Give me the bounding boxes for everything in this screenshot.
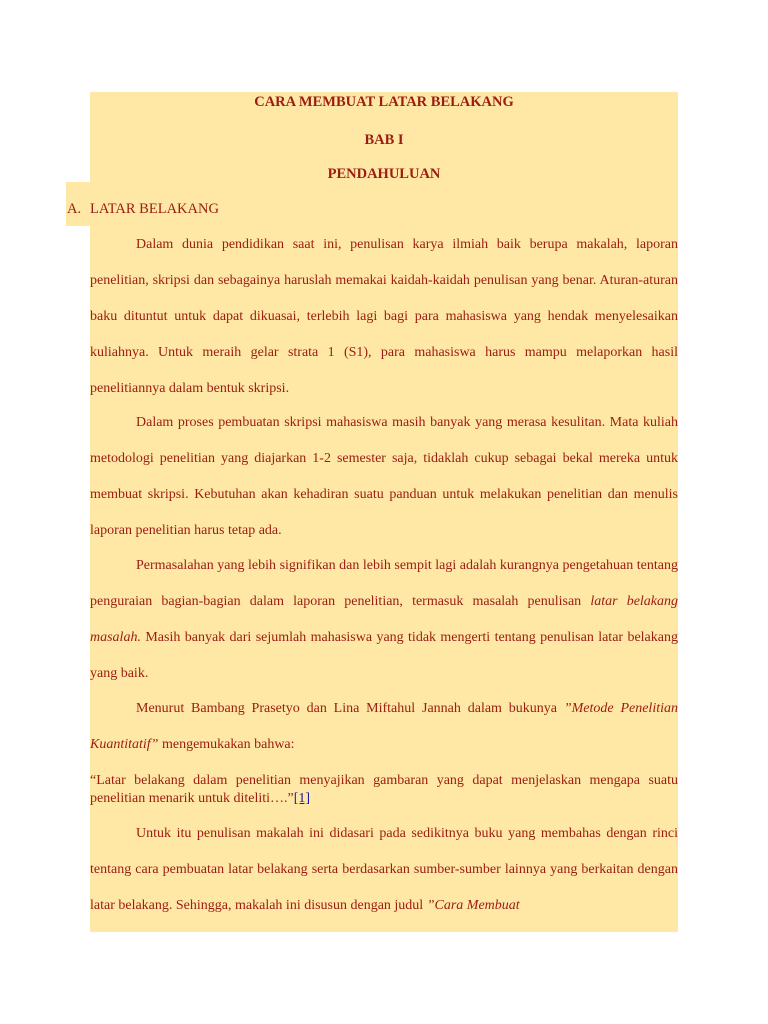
italic-term: latar belakang masalah. — [90, 594, 679, 645]
book-title: ”Metode Penelitian Kuantitatif” — [90, 701, 678, 752]
section-heading — [67, 200, 219, 218]
section-number: A. — [67, 201, 82, 217]
document-title: CARA MEMBUAT LATAR BELAKANG — [254, 94, 514, 110]
quote-text: “Latar belakang dalam penelitian menyajikan gambaran yang dapat menjelaskan mengapa suatu penelitian menarik untuk diteliti….” — [90, 773, 678, 806]
paragraph-3: Permasalahan yang lebih signifikan dan lebih sempit lagi adalah kurangnya pengetahuan tentang penguraian bagian-bagian dalam laporan penelitian, termasuk masalah penulisan latar belakang masalah. Masih banyak dari sejumlah mahasiswa yang tidak mengerti tentang penulisan latar belakang yang baik. — [90, 558, 679, 681]
paper-title: ”Cara Membuat — [426, 898, 520, 913]
block-quote — [90, 772, 678, 808]
paragraph-4: Menurut Bambang Prasetyo dan Lina Miftahul Jannah dalam bukunya ”Metode Penelitian Kuantitatif” mengemukakan bahwa: — [90, 701, 678, 752]
paragraph-5: Untuk itu penulisan makalah ini didasari pada sedikitnya buku yang membahas dengan rinci tentang cara pembuatan latar belakang serta berdasarkan sumber-sumber lainnya yang berkaitan dengan latar belakang. Sehingga, makalah ini disusun dengan judul ”Cara Membuat — [90, 826, 678, 913]
section-title: LATAR BELAKANG — [90, 201, 219, 217]
chapter-title: PENDAHULUAN — [327, 166, 441, 182]
chapter-label: BAB I — [364, 132, 404, 148]
paragraph-2: Dalam proses pembuatan skripsi mahasiswa masih banyak yang merasa kesulitan. Mata kuliah metodologi penelitian yang diajarkan 1-2 semester saja, tidaklah cukup sebagai bekal mereka untuk membuat skripsi. Kebutuhan akan kehadiran suatu panduan untuk melakukan penelitian dan menulis laporan penelitian harus tetap ada. — [90, 415, 678, 538]
paragraph-1: Dalam dunia pendidikan saat ini, penulisan karya ilmiah baik berupa makalah, laporan penelitian, skripsi dan sebagainya haruslah memakai kaidah-kaidah penulisan yang benar. Aturan-aturan baku dituntut untuk dapat dikuasai, terlebih lagi bagi para mahasiswa yang hendak menyelesaikan kuliahnya. Untuk meraih gelar strata 1 (S1), para mahasiswa harus mampu melaporkan hasil penelitiannya dalam bentuk skripsi. — [90, 237, 678, 396]
footnote-link[interactable]: [1] — [293, 791, 311, 806]
